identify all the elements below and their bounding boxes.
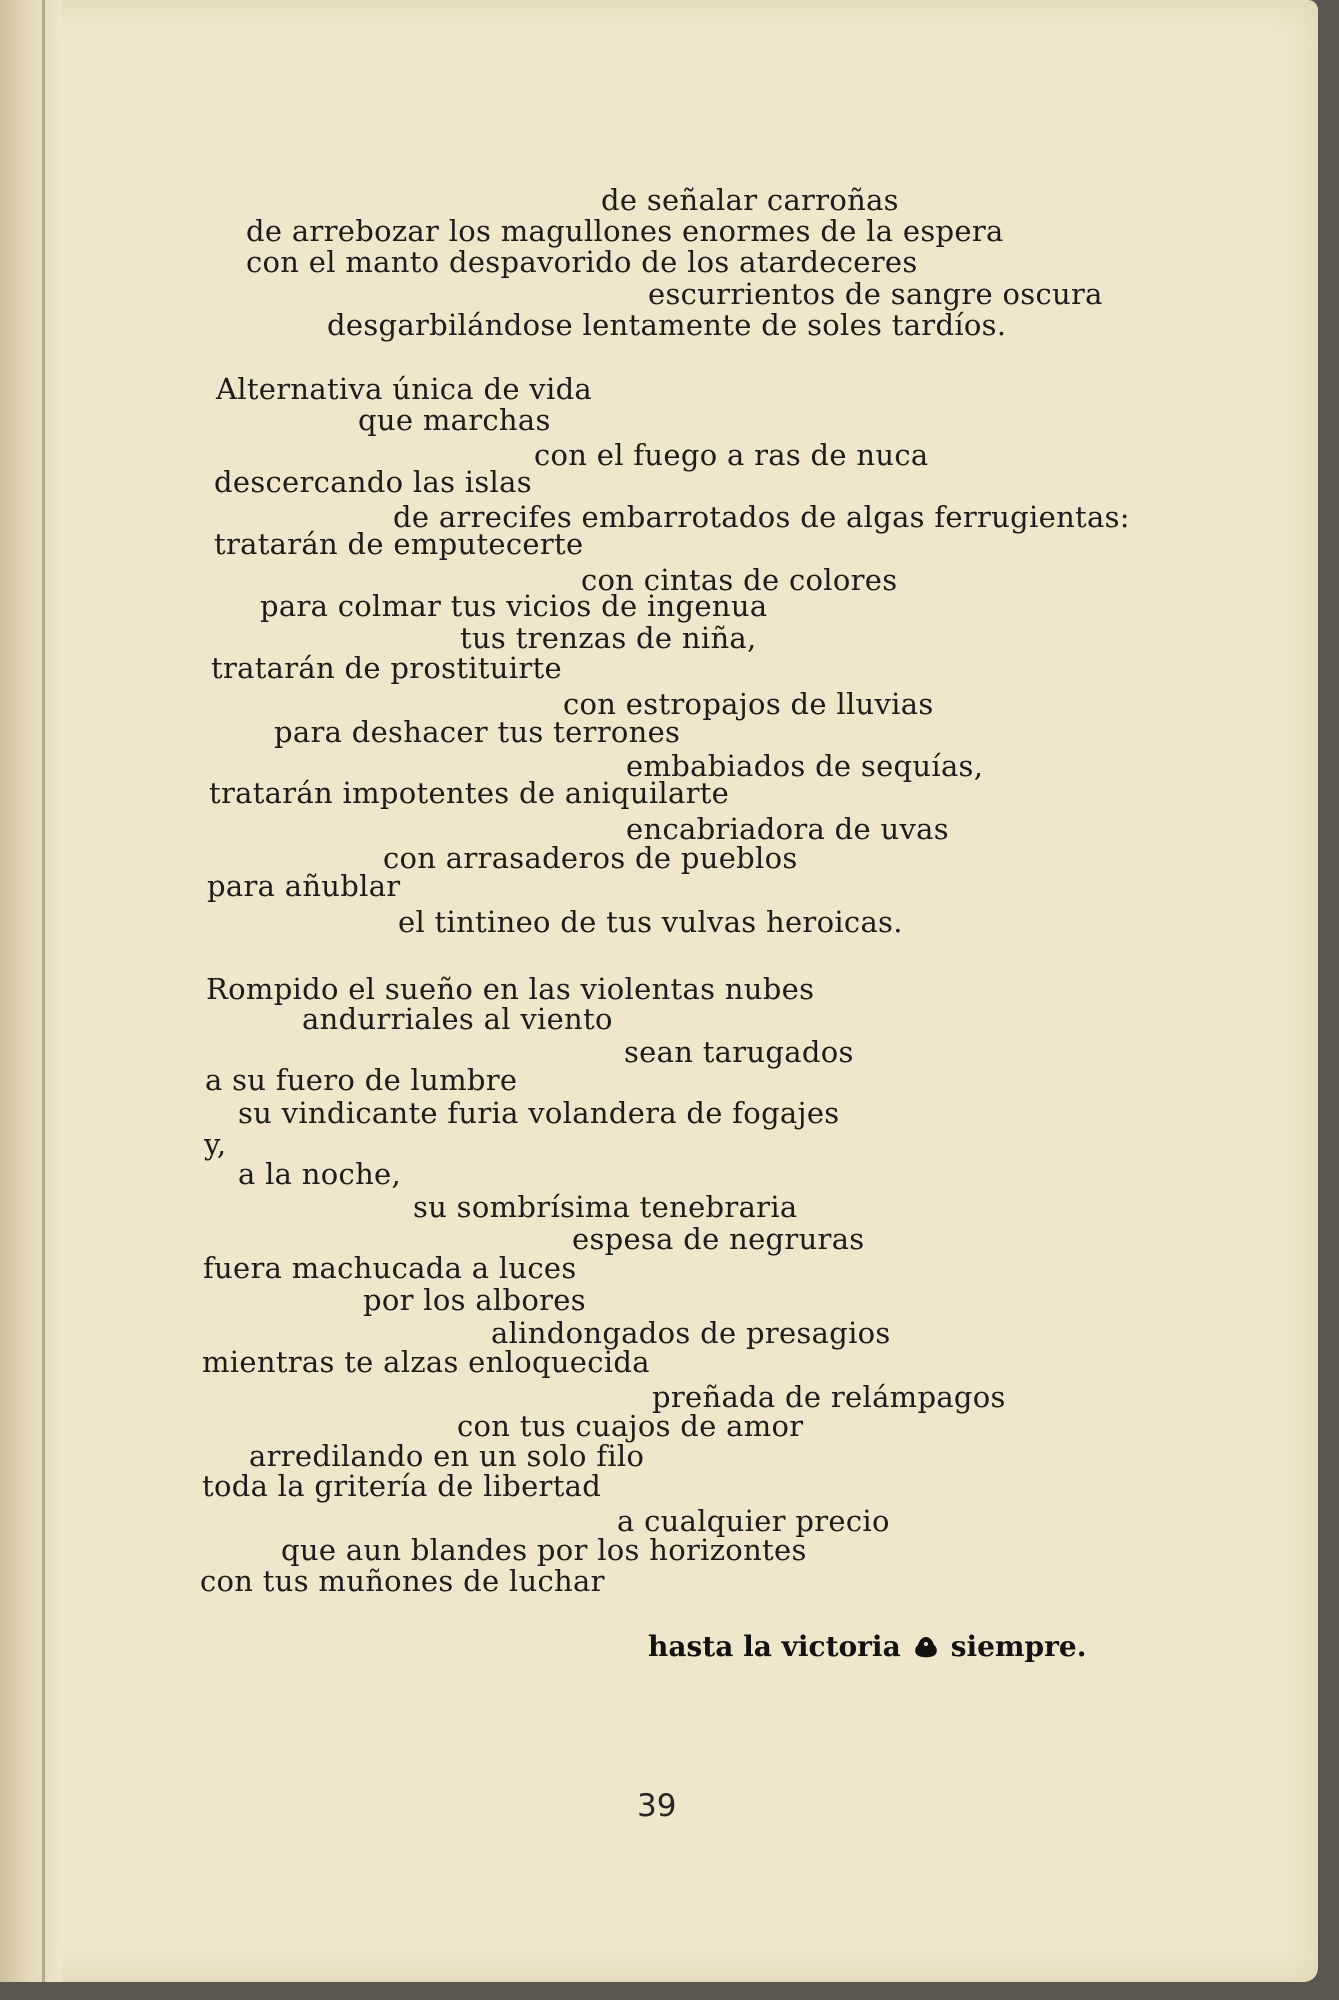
poem-line: mientras te alzas enloquecida [202, 1345, 650, 1379]
poem-line: toda la gritería de libertad [202, 1469, 602, 1503]
poem-line: con estropajos de lluvias [563, 687, 934, 721]
poem-line: por los albores [363, 1283, 586, 1317]
poem-line: tratarán de prostituirte [211, 651, 562, 685]
poem-line: tratarán de emputecerte [214, 527, 584, 561]
poem-line: para deshacer tus terrones [274, 715, 681, 749]
poem-line: embabiados de sequías, [626, 749, 984, 783]
poem-line: espesa de negruras [572, 1222, 865, 1256]
poem-line: con el manto despavorido de los atardeceres [246, 245, 918, 279]
poem-line: tratarán impotentes de aniquilarte [209, 776, 730, 810]
poem-line: alindongados de presagios [491, 1316, 891, 1350]
closing-text-end: siempre. [950, 1630, 1087, 1663]
ink-blot-icon [913, 1635, 939, 1659]
poem-line: con tus muñones de luchar [200, 1564, 605, 1598]
poem-line: con tus cuajos de amor [457, 1409, 804, 1443]
poem-line: que aun blandes por los horizontes [281, 1533, 807, 1567]
poem-line: de arrecifes embarrotados de algas ferrugientas: [393, 500, 1130, 534]
poem-line: y, [204, 1127, 227, 1161]
poem-line: tus trenzas de niña, [460, 621, 757, 655]
poem-line: Alternativa única de vida [216, 372, 593, 406]
poem-line: que marchas [358, 403, 551, 437]
poem-line: con el fuego a ras de nuca [534, 438, 929, 472]
poem-line: con arrasaderos de pueblos [383, 841, 798, 875]
poem-line: a su fuero de lumbre [205, 1063, 518, 1097]
poem-line: para colmar tus vicios de ingenua [260, 589, 768, 623]
closing-line [648, 1630, 1086, 1663]
poem-line: Rompido el sueño en las violentas nubes [206, 972, 815, 1006]
poem-line: su vindicante furia volandera de fogajes [238, 1096, 840, 1130]
poem-line: desgarbilándose lentamente de soles tardíos. [327, 308, 1007, 342]
poem-line: el tintineo de tus vulvas heroicas. [398, 905, 903, 939]
poem-line: arredilando en un solo filo [249, 1439, 645, 1473]
closing-text-start: hasta la victoria [648, 1630, 901, 1663]
poem-line: su sombrísima tenebraria [413, 1190, 798, 1224]
poem-line: fuera machucada a luces [203, 1251, 577, 1285]
page-number: 39 [637, 1788, 677, 1824]
poem-line: con cintas de colores [581, 563, 898, 597]
poem-line: encabriadora de uvas [626, 812, 949, 846]
poem-line: de arrebozar los magullones enormes de la espera [246, 214, 1004, 248]
poem-line: andurriales al viento [302, 1002, 613, 1036]
poem-line: descercando las islas [214, 465, 532, 499]
spine-fold [42, 0, 45, 1982]
poem-line: para añublar [207, 869, 401, 903]
poem-line: escurrientos de sangre oscura [648, 277, 1103, 311]
page-spine [0, 0, 62, 1982]
poem-line: sean tarugados [624, 1035, 854, 1069]
poem-line: a cualquier precio [617, 1504, 890, 1538]
poem-line: a la noche, [238, 1157, 402, 1191]
poem-line: preñada de relámpagos [652, 1380, 1006, 1414]
poem-line: de señalar carroñas [601, 183, 899, 217]
